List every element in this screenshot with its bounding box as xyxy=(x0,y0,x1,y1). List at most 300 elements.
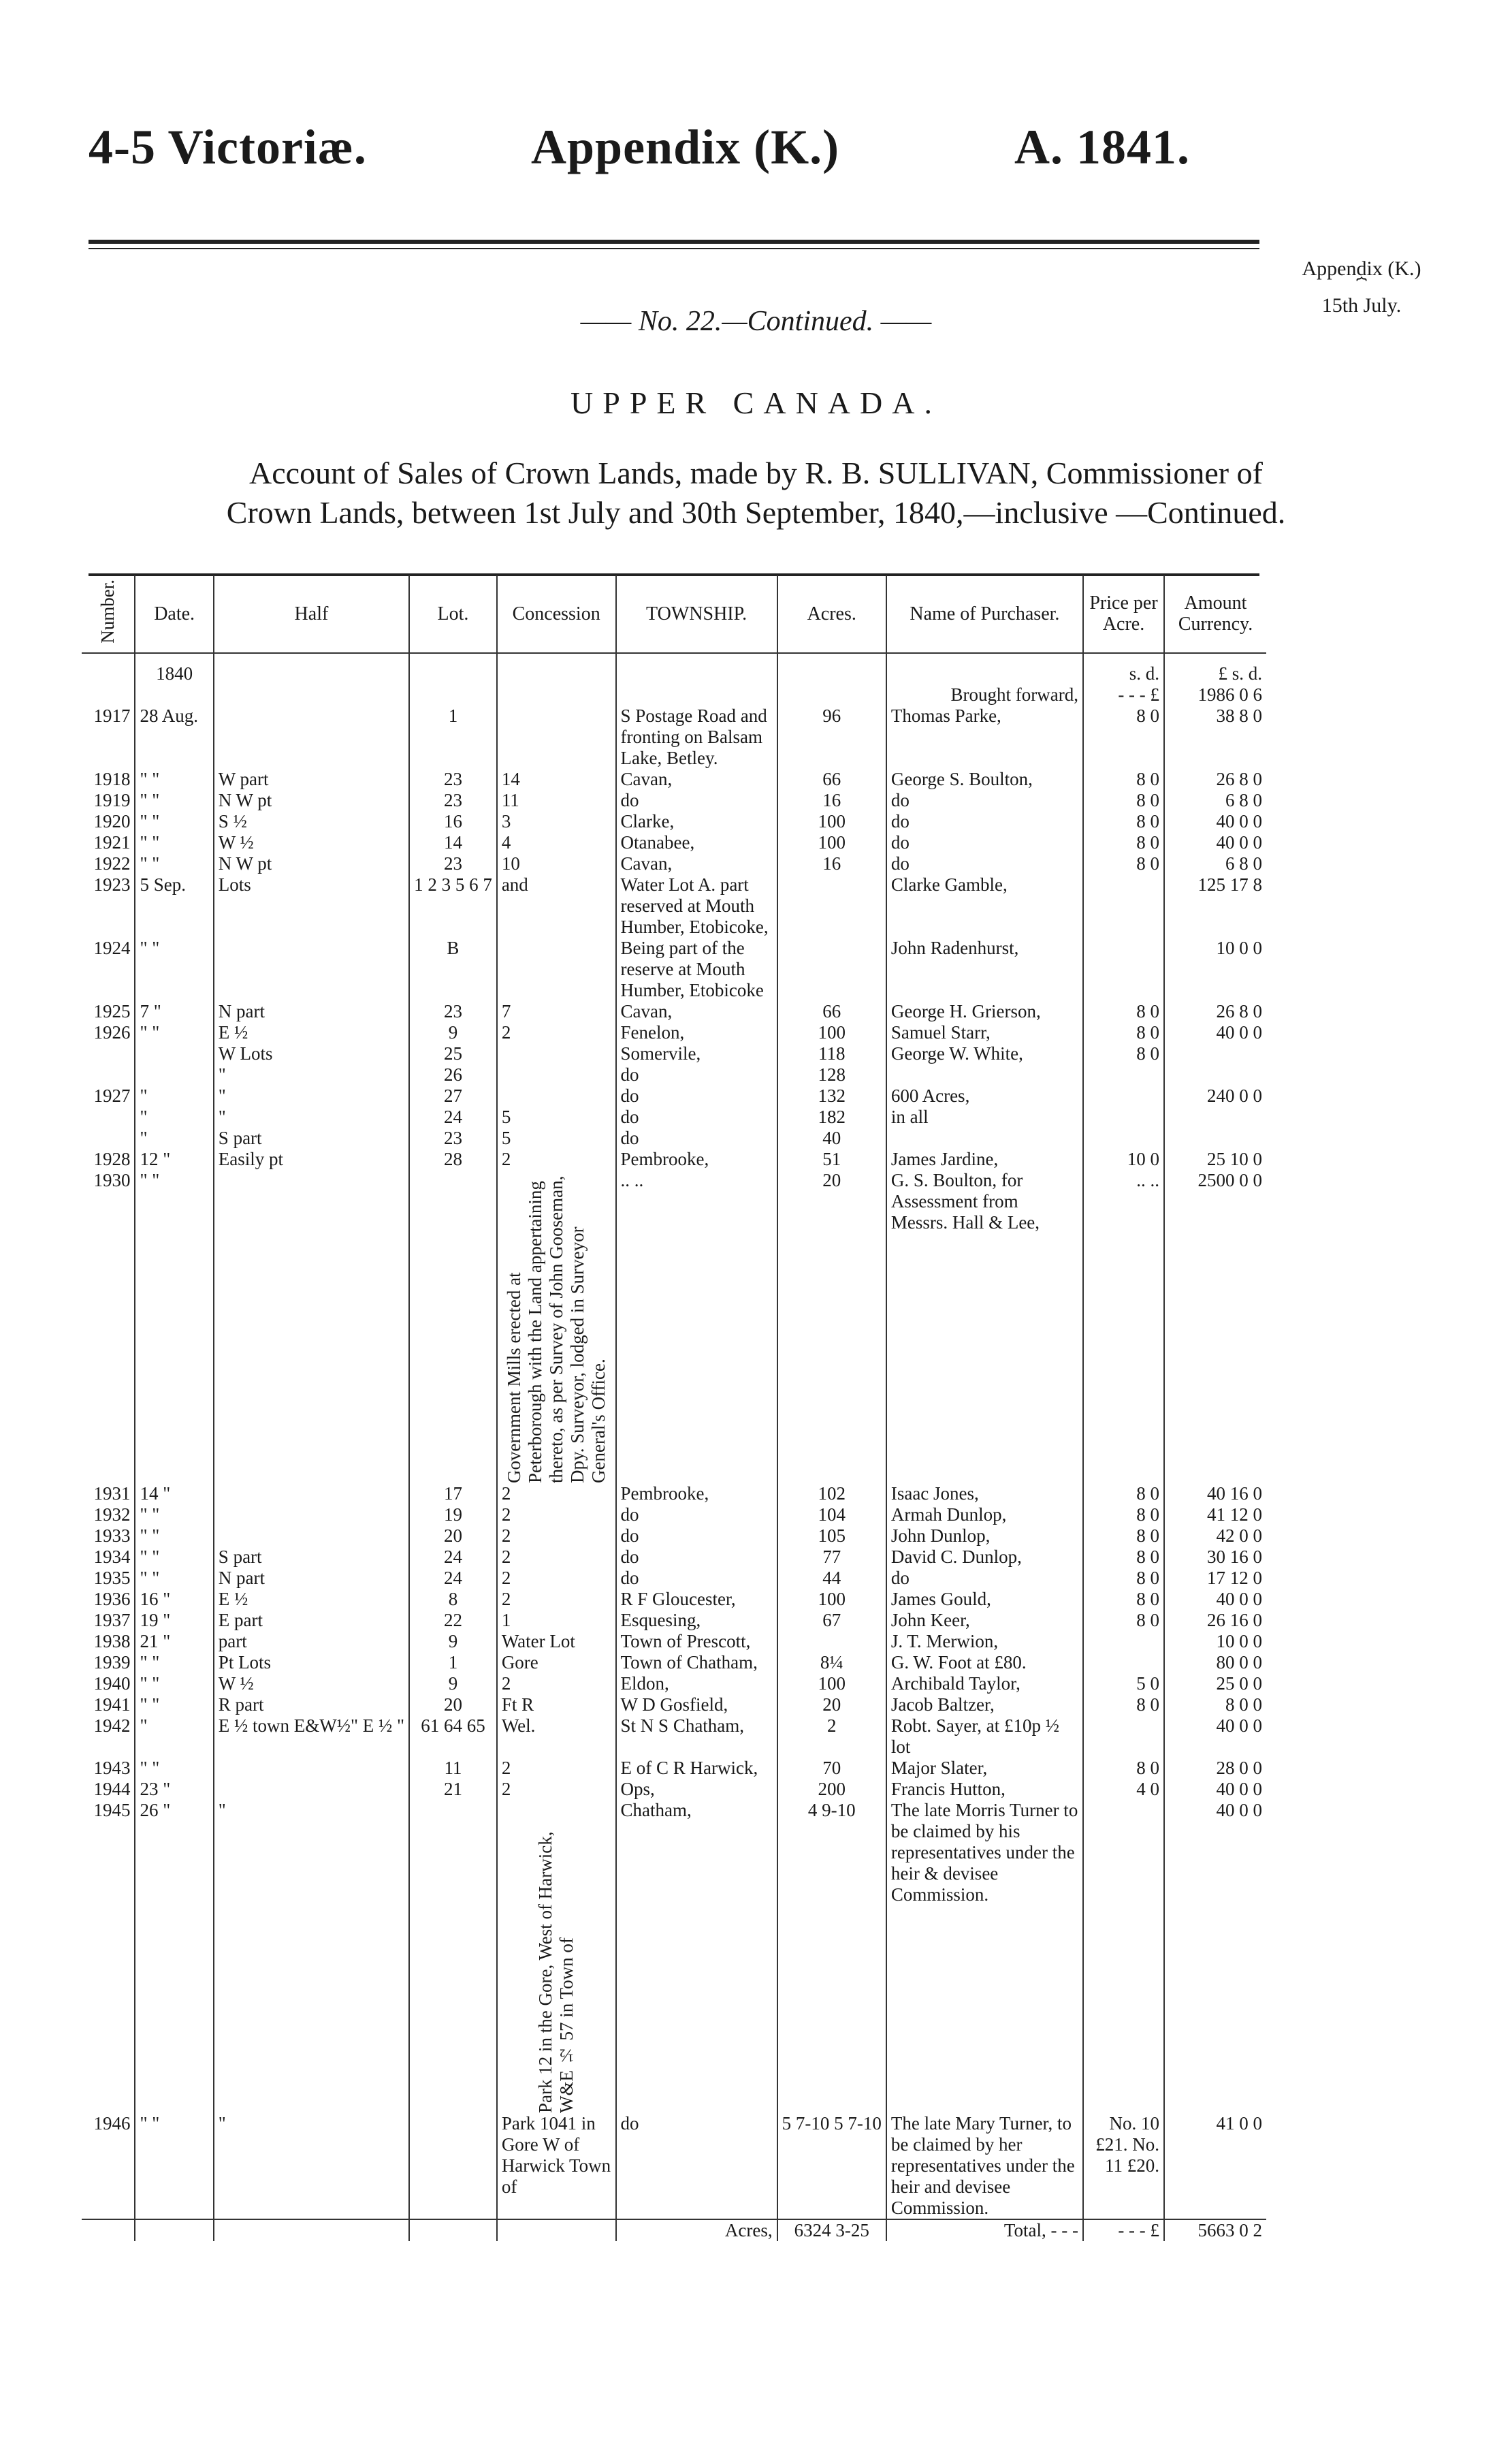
province-title: UPPER CANADA. xyxy=(570,385,942,420)
vertical-note: Park 12 in the Gore, West of Harwick, W&E ½ 57 in Town of xyxy=(535,1831,577,2113)
cell-township: do xyxy=(616,1107,777,1128)
table-row xyxy=(82,1715,1266,1758)
cell-price: 8 0 xyxy=(1083,1022,1164,1043)
amount-units: £ s. d. xyxy=(1164,653,1266,684)
cell-number: 1935 xyxy=(93,1567,131,1588)
cell-date: " xyxy=(135,1128,213,1149)
cell-acres: 128 xyxy=(777,1064,886,1085)
cell-price: 8 0 xyxy=(1083,1568,1164,1589)
cell-acres: 5 7-10 5 7-10 xyxy=(777,2113,886,2219)
cell-amount: 10 0 0 xyxy=(1164,938,1266,1001)
cell-purchaser: John Keer, xyxy=(886,1610,1083,1631)
cell-lot: 25 xyxy=(409,1043,497,1064)
cell-purchaser: The late Mary Turner, to be claimed by her representatives under the heir and devisee Commission. xyxy=(886,2113,1083,2219)
cell-price: 8 0 xyxy=(1083,1043,1164,1064)
cell-number: 1946 xyxy=(93,2112,131,2134)
table-row xyxy=(82,1022,1266,1043)
cell-purchaser: Archibald Taylor, xyxy=(886,1673,1083,1694)
cell-half: Lots xyxy=(214,874,409,938)
cell-number xyxy=(82,1043,135,1064)
table-row xyxy=(82,1149,1266,1170)
cell-date: 26 " xyxy=(135,1800,213,2113)
cell-township: St N S Chatham, xyxy=(616,1715,777,1758)
cell-concession: Gore xyxy=(497,1652,616,1673)
cell-purchaser: Robt. Sayer, at £10p ½ lot xyxy=(886,1715,1083,1758)
cell-number xyxy=(82,1064,135,1085)
cell-acres: 16 xyxy=(777,853,886,874)
cell-half: " xyxy=(214,2113,409,2219)
cell-number: 1921 xyxy=(93,831,131,853)
cell-amount: 38 8 0 xyxy=(1164,706,1266,769)
cell-date: " " xyxy=(135,769,213,790)
table-row xyxy=(82,1758,1266,1779)
cell-amount: 40 0 0 xyxy=(1164,1715,1266,1758)
total-price: - - - £ xyxy=(1083,2219,1164,2241)
brought-forward-label: Brought forward, xyxy=(886,684,1083,706)
cell-amount: 40 0 0 xyxy=(1164,1022,1266,1043)
table-row xyxy=(82,874,1266,938)
cell-amount: 80 0 0 xyxy=(1164,1652,1266,1673)
cell-concession xyxy=(497,1043,616,1064)
cell-lot: 61 64 65 xyxy=(409,1715,497,1758)
cell-lot: 21 xyxy=(409,1779,497,1800)
cell-number: 1933 xyxy=(93,1525,131,1546)
cell-date: " " xyxy=(135,1694,213,1715)
table-row xyxy=(82,1673,1266,1694)
cell-price: 8 0 xyxy=(1083,769,1164,790)
cell-amount xyxy=(1164,1128,1266,1149)
cell-lot: 24 xyxy=(409,1107,497,1128)
cell-acres: 51 xyxy=(777,1149,886,1170)
cell-amount: 10 0 0 xyxy=(1164,1631,1266,1652)
cell-half xyxy=(214,1758,409,1779)
total-row xyxy=(82,2219,1266,2241)
cell-number: 1922 xyxy=(93,853,131,874)
cell-price: 8 0 xyxy=(1083,1589,1164,1610)
cell-half: " xyxy=(214,1085,409,1107)
cell-date xyxy=(135,1064,213,1085)
cell-lot: 9 xyxy=(409,1673,497,1694)
cell-date: 5 Sep. xyxy=(135,874,213,938)
cell-half xyxy=(214,706,409,769)
year-cell: 1840 xyxy=(135,653,213,684)
cell-concession: Water Lot xyxy=(497,1631,616,1652)
cell-half: part xyxy=(214,1631,409,1652)
cell-purchaser: George W. White, xyxy=(886,1043,1083,1064)
cell-amount: 30 16 0 xyxy=(1164,1547,1266,1568)
cell-acres xyxy=(777,874,886,938)
cell-township: Chatham, xyxy=(616,1800,777,2113)
cell-lot: 1 xyxy=(409,1652,497,1673)
table-row xyxy=(82,811,1266,832)
cell-number: 1924 xyxy=(93,937,131,958)
table-row xyxy=(82,1525,1266,1547)
session-header: 4-5 Victoriæ. xyxy=(89,120,367,174)
cell-purchaser: George S. Boulton, xyxy=(886,769,1083,790)
table-row xyxy=(82,1483,1266,1504)
cell-amount: 26 16 0 xyxy=(1164,1610,1266,1631)
brought-forward-price: - - - £ xyxy=(1083,684,1164,706)
table-row xyxy=(82,1610,1266,1631)
cell-concession: 2 xyxy=(497,1483,616,1504)
table-row xyxy=(82,1001,1266,1022)
table-row xyxy=(82,1128,1266,1149)
cell-township: Somervile, xyxy=(616,1043,777,1064)
cell-lot: 24 xyxy=(409,1547,497,1568)
cell-half: " xyxy=(214,1800,409,2113)
cell-date: " xyxy=(135,1085,213,1107)
cell-concession: 2 xyxy=(497,1525,616,1547)
cell-half xyxy=(214,1170,409,1483)
cell-half xyxy=(214,938,409,1001)
brought-forward-amount: 1986 0 6 xyxy=(1164,684,1266,706)
cell-price: 8 0 xyxy=(1083,790,1164,811)
cell-date: 7 " xyxy=(135,1001,213,1022)
cell-lot: 1 2 3 5 6 7 xyxy=(409,874,497,938)
cell-township: do xyxy=(616,1568,777,1589)
cell-date: 21 " xyxy=(135,1631,213,1652)
cell-purchaser: in all xyxy=(886,1107,1083,1128)
table-row xyxy=(82,1652,1266,1673)
cell-acres: 100 xyxy=(777,1673,886,1694)
cell-date: " " xyxy=(135,1022,213,1043)
cell-number: 1936 xyxy=(93,1588,131,1609)
table-row xyxy=(82,1779,1266,1800)
cell-amount: 26 8 0 xyxy=(1164,769,1266,790)
cell-acres: 67 xyxy=(777,1610,886,1631)
cell-concession: Ft R xyxy=(497,1694,616,1715)
cell-lot: 20 xyxy=(409,1525,497,1547)
cell-township: Cavan, xyxy=(616,853,777,874)
col-township: TOWNSHIP. xyxy=(616,575,777,653)
cell-purchaser: do xyxy=(886,811,1083,832)
cell-half: S part xyxy=(214,1128,409,1149)
cell-amount: 40 0 0 xyxy=(1164,1589,1266,1610)
price-units: s. d. xyxy=(1083,653,1164,684)
cell-concession: 2 xyxy=(497,1022,616,1043)
cell-amount: 41 12 0 xyxy=(1164,1504,1266,1525)
cell-number: 1938 xyxy=(93,1630,131,1651)
cell-township: S Postage Road and fronting on Balsam Lake, Betley. xyxy=(616,706,777,769)
cell-amount xyxy=(1164,1107,1266,1128)
cell-price: 8 0 xyxy=(1083,1694,1164,1715)
vertical-note: Government Mills erected at Peterborough with the Land appertaining thereto, as per Survey of John Gooseman, Dpy. Surveyor, lodged in Surveyor General's Office. xyxy=(503,1175,609,1483)
cell-number: 1940 xyxy=(93,1673,131,1694)
cell-township: Pembrooke, xyxy=(616,1483,777,1504)
table-row xyxy=(82,1631,1266,1652)
cell-amount xyxy=(1164,1043,1266,1064)
col-amount: Amount Currency. xyxy=(1164,575,1266,653)
cell-price xyxy=(1083,1800,1164,2113)
cell-concession xyxy=(497,1085,616,1107)
cell-concession: 5 xyxy=(497,1107,616,1128)
cell-concession xyxy=(497,938,616,1001)
table-row xyxy=(82,2113,1266,2219)
cell-amount: 42 0 0 xyxy=(1164,1525,1266,1547)
total-label: Total, - - - xyxy=(886,2219,1083,2241)
cell-acres: 200 xyxy=(777,1779,886,1800)
cell-price xyxy=(1083,1085,1164,1107)
cell-amount: 25 0 0 xyxy=(1164,1673,1266,1694)
cell-price: No. 10 £21. No. 11 £20. xyxy=(1083,2113,1164,2219)
cell-township: Town of Chatham, xyxy=(616,1652,777,1673)
cell-purchaser: do xyxy=(886,832,1083,853)
table-row xyxy=(82,1064,1266,1085)
table-row xyxy=(82,769,1266,790)
cell-township: Esquesing, xyxy=(616,1610,777,1631)
cell-lot xyxy=(409,1170,497,1483)
cell-date: 19 " xyxy=(135,1610,213,1631)
cell-date: " " xyxy=(135,1758,213,1779)
cell-number: 1934 xyxy=(93,1546,131,1567)
cell-price xyxy=(1083,938,1164,1001)
cell-township: Water Lot A. part reserved at Mouth Humber, Etobicoke, xyxy=(616,874,777,938)
cell-price: 8 0 xyxy=(1083,811,1164,832)
cell-township: Ops, xyxy=(616,1779,777,1800)
cell-number: 1941 xyxy=(93,1694,131,1715)
cell-number: 1920 xyxy=(93,810,131,831)
brought-forward-row xyxy=(82,684,1266,706)
cell-price: 8 0 xyxy=(1083,706,1164,769)
cell-date: " " xyxy=(135,811,213,832)
cell-concession: 1 xyxy=(497,1610,616,1631)
cell-number: 1931 xyxy=(93,1483,131,1504)
col-number: Number. xyxy=(82,575,135,653)
cell-acres: 66 xyxy=(777,1001,886,1022)
cell-acres: 100 xyxy=(777,832,886,853)
cell-purchaser: G. S. Boulton, for Assessment from Messrs. Hall & Lee, xyxy=(886,1170,1083,1483)
cell-half: N part xyxy=(214,1001,409,1022)
cell-date: 28 Aug. xyxy=(135,706,213,769)
cell-concession: 4 xyxy=(497,832,616,853)
cell-half: E ½ xyxy=(214,1589,409,1610)
cell-price: 8 0 xyxy=(1083,1610,1164,1631)
cell-lot: 20 xyxy=(409,1694,497,1715)
cell-acres: 40 xyxy=(777,1128,886,1149)
cell-township: Eldon, xyxy=(616,1673,777,1694)
col-acres: Acres. xyxy=(777,575,886,653)
cell-township: do xyxy=(616,790,777,811)
cell-concession: 2 xyxy=(497,1589,616,1610)
cell-number: 1926 xyxy=(93,1021,131,1043)
cell-half: " xyxy=(214,1107,409,1128)
cell-purchaser: John Radenhurst, xyxy=(886,938,1083,1001)
cell-amount: 40 0 0 xyxy=(1164,811,1266,832)
cell-lot: 17 xyxy=(409,1483,497,1504)
cell-acres: 100 xyxy=(777,1022,886,1043)
cell-township: Cavan, xyxy=(616,769,777,790)
cell-price: 8 0 xyxy=(1083,1504,1164,1525)
cell-concession xyxy=(497,1064,616,1085)
table-row xyxy=(82,1800,1266,2113)
cell-township: do xyxy=(616,1547,777,1568)
cell-purchaser: James Jardine, xyxy=(886,1149,1083,1170)
cell-price: 5 0 xyxy=(1083,1673,1164,1694)
cell-date: " xyxy=(135,1715,213,1758)
cell-half: S ½ xyxy=(214,811,409,832)
cell-number: 1942 xyxy=(93,1715,131,1736)
cell-acres: 96 xyxy=(777,706,886,769)
cell-concession: Park 1041 in Gore W of Harwick Town of xyxy=(497,2113,616,2219)
cell-purchaser: do xyxy=(886,1568,1083,1589)
cell-date: " " xyxy=(135,1673,213,1694)
cell-amount: 6 8 0 xyxy=(1164,853,1266,874)
cell-lot: 23 xyxy=(409,769,497,790)
cell-price: 8 0 xyxy=(1083,1758,1164,1779)
cell-lot xyxy=(409,1800,497,2113)
cell-lot: 9 xyxy=(409,1631,497,1652)
cell-half: Pt Lots xyxy=(214,1652,409,1673)
cell-concession xyxy=(497,1170,616,1483)
table-row xyxy=(82,1547,1266,1568)
cell-amount: 41 0 0 xyxy=(1164,2113,1266,2219)
cell-lot: 28 xyxy=(409,1149,497,1170)
cell-date xyxy=(135,1043,213,1064)
cell-purchaser: John Dunlop, xyxy=(886,1525,1083,1547)
cell-purchaser: Major Slater, xyxy=(886,1758,1083,1779)
cell-half: W ½ xyxy=(214,1673,409,1694)
cell-half: S part xyxy=(214,1547,409,1568)
cell-purchaser: Armah Dunlop, xyxy=(886,1504,1083,1525)
cell-concession xyxy=(497,706,616,769)
cell-date: " " xyxy=(135,2113,213,2219)
cell-concession: 11 xyxy=(497,790,616,811)
table-row xyxy=(82,1568,1266,1589)
margin-brace: ⏞ xyxy=(1356,277,1367,297)
cell-concession xyxy=(497,1800,616,2113)
col-half: Half xyxy=(214,575,409,653)
cell-price: 8 0 xyxy=(1083,1525,1164,1547)
cell-lot: 22 xyxy=(409,1610,497,1631)
cell-acres: 16 xyxy=(777,790,886,811)
cell-lot: 26 xyxy=(409,1064,497,1085)
cell-purchaser xyxy=(886,1064,1083,1085)
cell-price: 4 0 xyxy=(1083,1779,1164,1800)
cell-lot xyxy=(409,2113,497,2219)
cell-concession: 2 xyxy=(497,1547,616,1568)
cell-half: E ½ xyxy=(214,1022,409,1043)
cell-half: " xyxy=(214,1064,409,1085)
cell-price xyxy=(1083,1064,1164,1085)
cell-amount xyxy=(1164,1064,1266,1085)
cell-lot: 1 xyxy=(409,706,497,769)
cell-amount: 2500 0 0 xyxy=(1164,1170,1266,1483)
table-row xyxy=(82,853,1266,874)
cell-purchaser: J. T. Merwion, xyxy=(886,1631,1083,1652)
sales-table xyxy=(82,575,1266,2241)
cell-concession: 14 xyxy=(497,769,616,790)
cell-date: " " xyxy=(135,1568,213,1589)
year-header: A. 1841. xyxy=(1014,120,1190,174)
cell-half: N W pt xyxy=(214,853,409,874)
cell-concession: 2 xyxy=(497,1504,616,1525)
table-row xyxy=(82,1170,1266,1483)
cell-lot: 27 xyxy=(409,1085,497,1107)
cell-purchaser: David C. Dunlop, xyxy=(886,1547,1083,1568)
cell-township: Being part of the reserve at Mouth Humber, Etobicoke xyxy=(616,938,777,1001)
cell-acres: 118 xyxy=(777,1043,886,1064)
table-row xyxy=(82,832,1266,853)
table-header-row xyxy=(82,575,1266,653)
cell-number: 1943 xyxy=(93,1757,131,1778)
cell-purchaser: The late Morris Turner to be claimed by his representatives under the heir & devisee Commission. xyxy=(886,1800,1083,2113)
col-date: Date. xyxy=(135,575,213,653)
col-concession: Concession xyxy=(497,575,616,653)
cell-half xyxy=(214,1779,409,1800)
total-acres-label: Acres, xyxy=(616,2219,777,2241)
cell-price xyxy=(1083,1715,1164,1758)
cell-township: do xyxy=(616,1504,777,1525)
cell-date: " " xyxy=(135,790,213,811)
cell-township: do xyxy=(616,1525,777,1547)
cell-price: 8 0 xyxy=(1083,1483,1164,1504)
cell-township: .. .. xyxy=(616,1170,777,1483)
cell-date: " " xyxy=(135,1525,213,1547)
cell-amount: 40 0 0 xyxy=(1164,832,1266,853)
document-number: —— No. 22.—Continued. —— xyxy=(580,306,932,337)
cell-date: " " xyxy=(135,938,213,1001)
cell-number: 1923 xyxy=(93,874,131,895)
cell-half: N part xyxy=(214,1568,409,1589)
cell-half: E ½ town E&W½" E ½ " xyxy=(214,1715,409,1758)
cell-number: 1925 xyxy=(93,1000,131,1021)
cell-purchaser: do xyxy=(886,790,1083,811)
table-row xyxy=(82,706,1266,769)
cell-acres: 104 xyxy=(777,1504,886,1525)
table-row xyxy=(82,1589,1266,1610)
cell-half: W ½ xyxy=(214,832,409,853)
cell-concession: 2 xyxy=(497,1568,616,1589)
cell-purchaser: George H. Grierson, xyxy=(886,1001,1083,1022)
top-rule-thin xyxy=(89,248,1259,249)
cell-acres: 182 xyxy=(777,1107,886,1128)
top-rule-thick xyxy=(89,240,1259,244)
cell-number: 1927 xyxy=(93,1085,131,1106)
cell-township: Cavan, xyxy=(616,1001,777,1022)
cell-half: E part xyxy=(214,1610,409,1631)
cell-acres: 102 xyxy=(777,1483,886,1504)
total-acres: 6324 3-25 xyxy=(777,2219,886,2241)
cell-price xyxy=(1083,1652,1164,1673)
cell-number xyxy=(82,1107,135,1128)
cell-number: 1917 xyxy=(93,705,131,726)
cell-lot: 24 xyxy=(409,1568,497,1589)
cell-price: 8 0 xyxy=(1083,1547,1164,1568)
table-row xyxy=(82,1504,1266,1525)
cell-price xyxy=(1083,874,1164,938)
cell-lot: 9 xyxy=(409,1022,497,1043)
cell-price xyxy=(1083,1128,1164,1149)
cell-concession: 2 xyxy=(497,1673,616,1694)
margin-date: 15th July. xyxy=(1321,294,1402,317)
cell-date: 16 " xyxy=(135,1589,213,1610)
cell-concession: 2 xyxy=(497,1149,616,1170)
cell-purchaser: Thomas Parke, xyxy=(886,706,1083,769)
cell-price: 10 0 xyxy=(1083,1149,1164,1170)
cell-acres: 20 xyxy=(777,1170,886,1483)
cell-number: 1937 xyxy=(93,1609,131,1630)
cell-township: Pembrooke, xyxy=(616,1149,777,1170)
cell-acres: 2 xyxy=(777,1715,886,1758)
cell-purchaser: James Gould, xyxy=(886,1589,1083,1610)
cell-concession: 10 xyxy=(497,853,616,874)
cell-date: " " xyxy=(135,1170,213,1483)
cell-price: 8 0 xyxy=(1083,832,1164,853)
cell-township: E of C R Harwick, xyxy=(616,1758,777,1779)
cell-acres: 105 xyxy=(777,1525,886,1547)
cell-acres xyxy=(777,938,886,1001)
cell-lot: 11 xyxy=(409,1758,497,1779)
